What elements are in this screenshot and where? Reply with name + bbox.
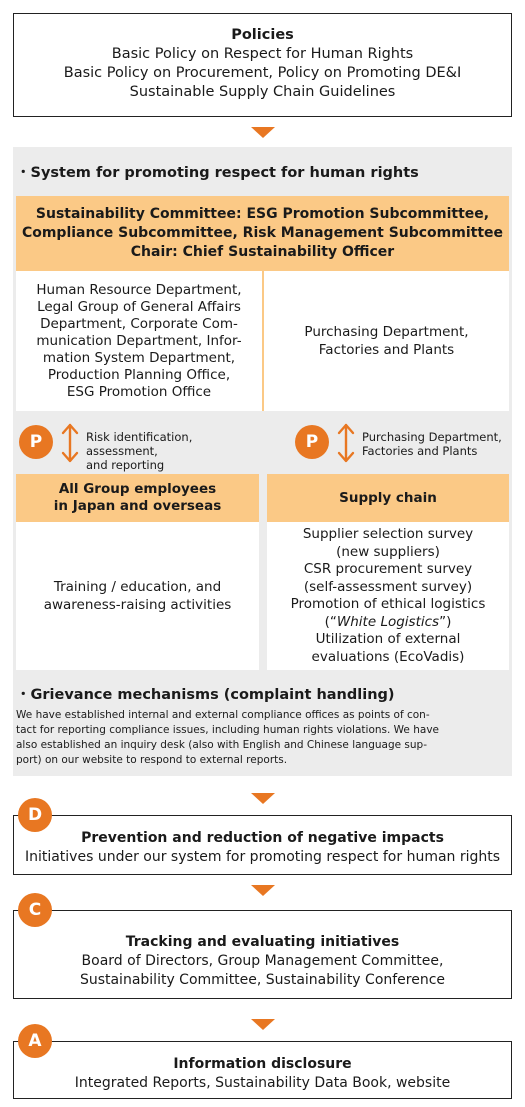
employees-body-line-1: Training / education, and bbox=[53, 579, 222, 595]
left-dept-line-1: Human Resource Department, bbox=[36, 281, 242, 298]
c-badge: C bbox=[18, 893, 52, 927]
left-departments-cell bbox=[16, 271, 262, 411]
policies-line-3: Sustainable Supply Chain Guidelines bbox=[129, 84, 396, 100]
a-box bbox=[13, 1041, 512, 1099]
supply-line-8: evaluations (EcoVadis) bbox=[311, 648, 465, 665]
committee-line-1: Sustainability Committee: ESG Promotion Subcommittee, bbox=[35, 206, 490, 222]
down-arrow-1 bbox=[251, 127, 275, 138]
grievance-line-4: port) on our website to respond to external reports. bbox=[16, 754, 288, 766]
c-line-2: Sustainability Committee, Sustainability Conference bbox=[79, 972, 446, 988]
c-title: Tracking and evaluating initiatives bbox=[125, 934, 400, 950]
left-p-badge: P bbox=[19, 425, 53, 459]
d-line-1: Initiatives under our system for promoting respect for human rights bbox=[24, 849, 501, 865]
grievance-line-1: We have established internal and external compliance offices as points of con- bbox=[16, 709, 430, 721]
c-box bbox=[13, 910, 512, 999]
supply-chain-title: Supply chain bbox=[339, 490, 437, 506]
policies-title: Policies bbox=[231, 27, 294, 43]
supply-line-1: Supplier selection survey bbox=[302, 526, 474, 542]
a-badge: A bbox=[18, 1024, 52, 1058]
right-p-badge: P bbox=[295, 425, 329, 459]
grievance-line-2: tact for reporting compliance issues, including human rights violations. We have bbox=[16, 724, 439, 736]
down-arrow-4 bbox=[251, 1019, 275, 1030]
a-line-1: Integrated Reports, Sustainability Data Book, website bbox=[74, 1075, 451, 1091]
system-heading: ・System for promoting respect for human rights bbox=[16, 165, 419, 181]
right-updown-arrow-icon bbox=[336, 422, 356, 464]
supply-line-6 bbox=[325, 614, 452, 632]
supply-line-6-open: (“ bbox=[324, 613, 337, 630]
grievance-text bbox=[16, 708, 509, 768]
right-arrow-line-2: Factories and Plants bbox=[362, 444, 478, 458]
supply-chain-header bbox=[267, 474, 509, 522]
left-dept-line-7: ESG Promotion Office bbox=[66, 383, 212, 400]
committee-line-3: Chair: Chief Sustainability Officer bbox=[130, 244, 395, 260]
supply-line-5: Promotion of ethical logistics bbox=[290, 596, 486, 612]
d-badge: D bbox=[18, 798, 52, 832]
d-title: Prevention and reduction of negative impacts bbox=[81, 830, 444, 846]
supply-line-3: CSR procurement survey bbox=[303, 561, 473, 577]
committee-line-2: Compliance Subcommittee, Risk Management Subcommittee bbox=[21, 225, 504, 241]
right-dept-line-1: Purchasing Department, bbox=[304, 324, 469, 340]
employees-body-line-2: awareness-raising activities bbox=[43, 597, 232, 613]
supply-line-6-close: ”) bbox=[439, 613, 452, 630]
policies-box bbox=[13, 13, 512, 117]
left-dept-line-5: mation System Department, bbox=[42, 349, 236, 366]
employees-body bbox=[16, 522, 259, 670]
policies-line-2: Basic Policy on Procurement, Policy on Promoting DE&I bbox=[63, 65, 462, 81]
white-logistics-text: White Logistics bbox=[336, 613, 440, 630]
right-dept-line-2: Factories and Plants bbox=[318, 342, 455, 358]
right-arrow-text bbox=[362, 430, 510, 458]
employees-header-line-1: All Group employees bbox=[58, 481, 217, 497]
grievance-line-3: also established an inquiry desk (also with English and Chinese language sup- bbox=[16, 739, 427, 751]
grievance-heading: ・Grievance mechanisms (complaint handling) bbox=[16, 687, 395, 703]
a-title: Information disclosure bbox=[173, 1056, 352, 1072]
left-arrow-text bbox=[86, 430, 266, 472]
left-arrow-line-1: Risk identification, assessment, bbox=[86, 430, 193, 458]
down-arrow-2 bbox=[251, 793, 275, 804]
supply-line-2: (new suppliers) bbox=[336, 543, 440, 560]
right-arrow-line-1: Purchasing Department, bbox=[362, 430, 502, 444]
supply-chain-body bbox=[267, 522, 509, 670]
employees-header bbox=[16, 474, 259, 522]
employees-header-line-2: in Japan and overseas bbox=[53, 498, 222, 514]
down-arrow-3 bbox=[251, 885, 275, 896]
policies-line-1: Basic Policy on Respect for Human Rights bbox=[111, 46, 414, 62]
right-departments-cell bbox=[264, 271, 509, 411]
left-dept-line-6: Production Planning Office, bbox=[47, 366, 231, 383]
left-dept-line-3: Department, Corporate Com- bbox=[40, 315, 238, 332]
supply-line-7: Utilization of external bbox=[315, 631, 461, 647]
supply-line-4: (self-assessment survey) bbox=[303, 578, 473, 595]
left-dept-line-2: Legal Group of General Affairs bbox=[37, 298, 241, 315]
left-updown-arrow-icon bbox=[60, 422, 80, 464]
left-dept-line-4: munication Department, Infor- bbox=[36, 332, 242, 349]
d-box bbox=[13, 815, 512, 875]
committee-header bbox=[16, 196, 509, 271]
left-arrow-line-2: and reporting bbox=[86, 458, 165, 472]
c-line-1: Board of Directors, Group Management Committee, bbox=[81, 953, 444, 969]
